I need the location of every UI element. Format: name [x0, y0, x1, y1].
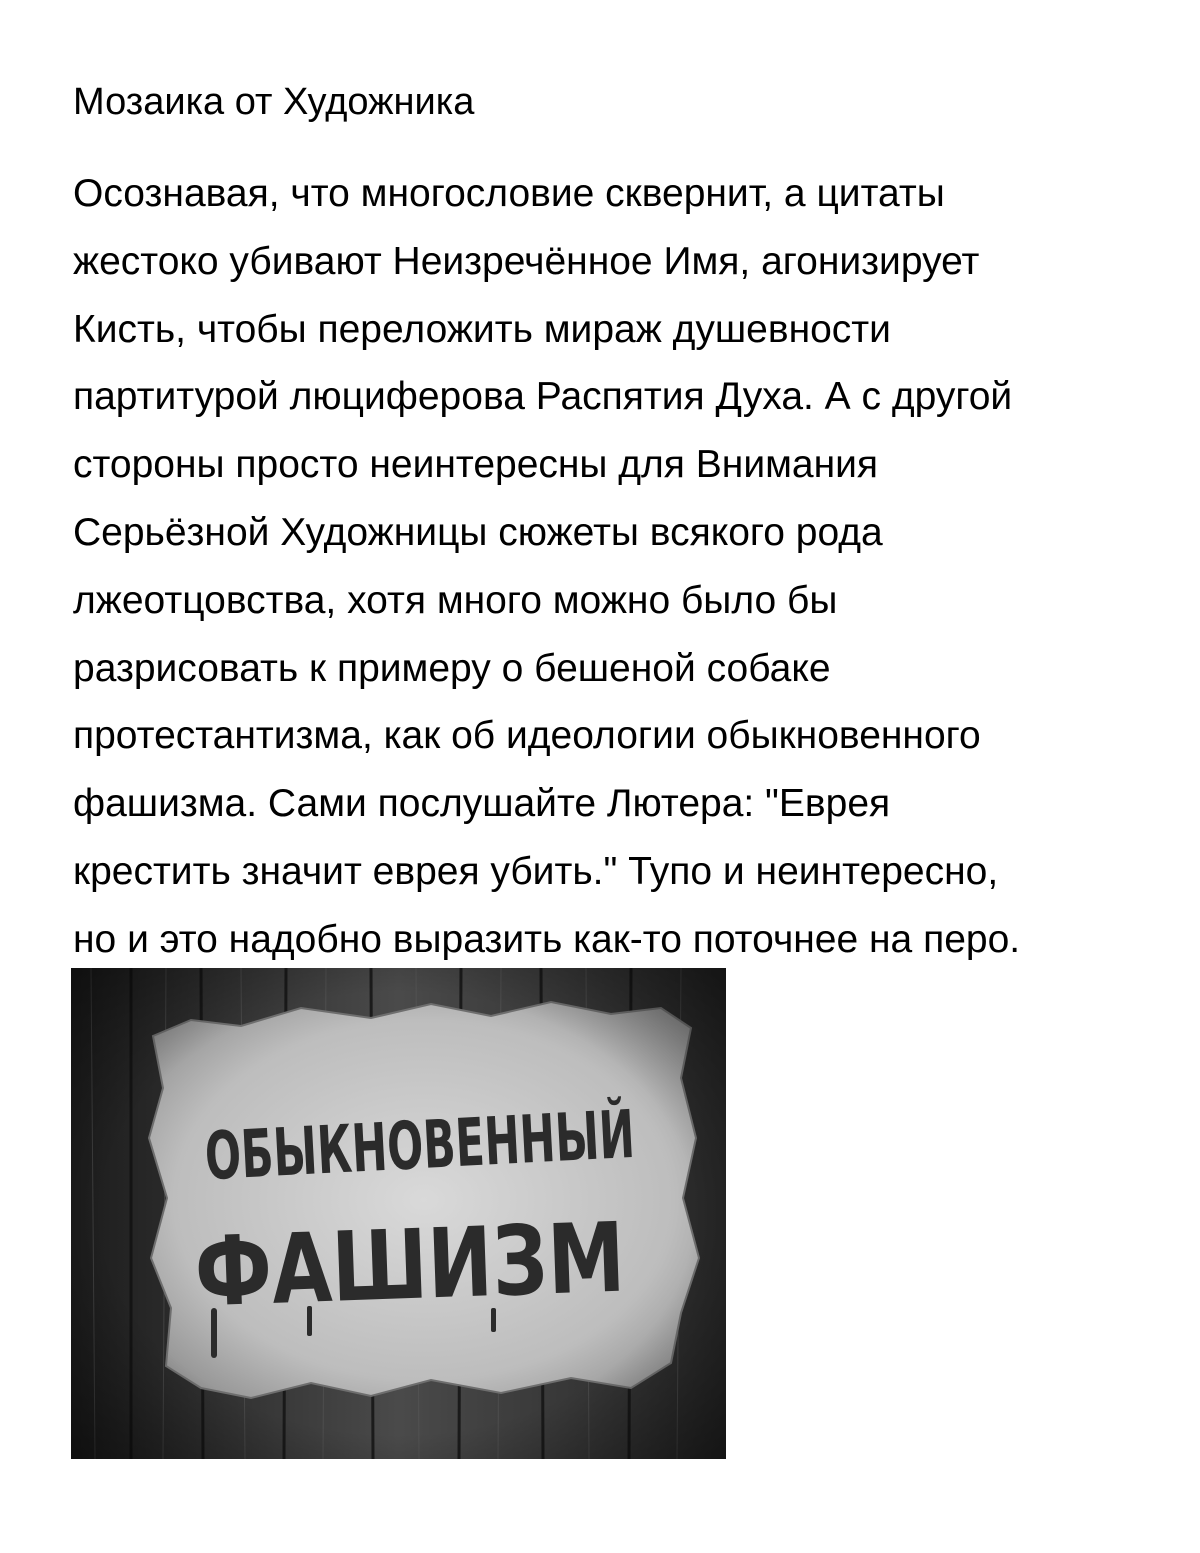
paragraph-line: крестить значит еврея убить." Тупо и неинтересно,	[73, 849, 999, 893]
paragraph-line: Кисть, чтобы переложить мираж душевности	[73, 307, 891, 351]
paragraph-line: лжеотцовства, хотя много можно было бы	[73, 578, 838, 622]
film-poster-photo	[71, 968, 726, 1459]
paragraph-line: стороны просто неинтересны для Внимания	[73, 443, 879, 487]
poster-illustration	[71, 968, 726, 1459]
paragraph-line: жестоко убивают Неизречённое Имя, агонизирует	[73, 239, 980, 283]
document-paragraph	[73, 160, 1163, 974]
paragraph-line: фашизма. Сами послушайте Лютера: "Еврея	[73, 782, 891, 826]
paragraph-line: Серьёзной Художницы сюжеты всякого рода	[73, 510, 883, 554]
paragraph-line: разрисовать к примеру о бешеной собаке	[73, 646, 831, 690]
paragraph-line: партитурой люциферова Распятия Духа. А с другой	[73, 375, 1013, 419]
paragraph-line: но и это надобно выразить как-то поточнее на перо.	[73, 917, 1021, 961]
document-title: Мозаика от Художника	[73, 81, 475, 123]
paragraph-line: протестантизма, как об идеологии обыкновенного	[73, 714, 981, 758]
photo-vignette	[71, 968, 726, 1459]
paragraph-line: Осознавая, что многословие сквернит, а цитаты	[73, 172, 945, 215]
